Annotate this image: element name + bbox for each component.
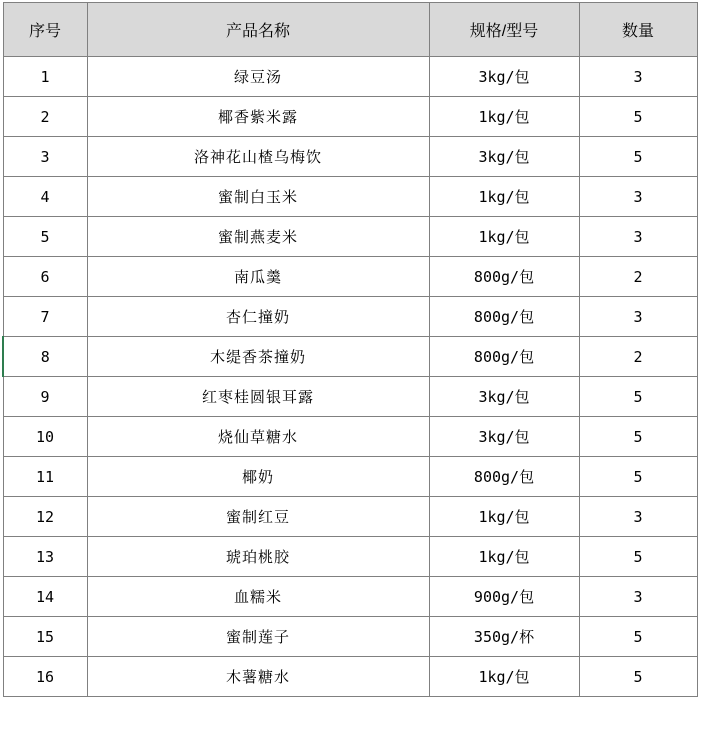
table-row[interactable] <box>3 417 697 457</box>
cell-product-name[interactable]: 烧仙草糖水 <box>87 417 429 457</box>
cell-product-name[interactable]: 蜜制燕麦米 <box>87 217 429 257</box>
table-row[interactable] <box>3 457 697 497</box>
column-header-qty[interactable]: 数量 <box>579 3 697 57</box>
cell-quantity[interactable]: 3 <box>579 577 697 617</box>
cell-spec[interactable]: 1kg/包 <box>429 97 579 137</box>
cell-quantity[interactable]: 3 <box>579 217 697 257</box>
cell-product-name[interactable]: 蜜制红豆 <box>87 497 429 537</box>
cell-product-name[interactable]: 木薯糖水 <box>87 657 429 697</box>
cell-index[interactable]: 11 <box>3 457 87 497</box>
cell-spec[interactable]: 900g/包 <box>429 577 579 617</box>
cell-spec[interactable]: 3kg/包 <box>429 377 579 417</box>
cell-spec[interactable]: 800g/包 <box>429 257 579 297</box>
column-header-spec[interactable]: 规格/型号 <box>429 3 579 57</box>
cell-quantity[interactable]: 3 <box>579 57 697 97</box>
cell-product-name[interactable]: 杏仁撞奶 <box>87 297 429 337</box>
cell-spec[interactable]: 800g/包 <box>429 297 579 337</box>
cell-spec[interactable]: 1kg/包 <box>429 497 579 537</box>
cell-index[interactable]: 12 <box>3 497 87 537</box>
cell-spec[interactable]: 3kg/包 <box>429 137 579 177</box>
cell-quantity[interactable]: 3 <box>579 297 697 337</box>
table-row[interactable] <box>3 657 697 697</box>
table-row[interactable] <box>3 137 697 177</box>
cell-quantity[interactable]: 5 <box>579 537 697 577</box>
cell-quantity[interactable]: 5 <box>579 377 697 417</box>
cell-product-name[interactable]: 椰奶 <box>87 457 429 497</box>
cell-quantity[interactable]: 5 <box>579 617 697 657</box>
column-header-index[interactable]: 序号 <box>3 3 87 57</box>
cell-quantity[interactable]: 5 <box>579 97 697 137</box>
cell-quantity[interactable]: 5 <box>579 137 697 177</box>
cell-spec[interactable]: 1kg/包 <box>429 177 579 217</box>
table-header-row <box>3 3 697 57</box>
cell-spec[interactable]: 3kg/包 <box>429 57 579 97</box>
cell-product-name[interactable]: 琥珀桃胶 <box>87 537 429 577</box>
cell-spec[interactable]: 1kg/包 <box>429 537 579 577</box>
cell-index[interactable]: 16 <box>3 657 87 697</box>
table-row[interactable] <box>3 97 697 137</box>
cell-index[interactable]: 4 <box>3 177 87 217</box>
product-table <box>2 2 698 697</box>
cell-index[interactable]: 14 <box>3 577 87 617</box>
cell-quantity[interactable]: 5 <box>579 417 697 457</box>
column-header-name[interactable]: 产品名称 <box>87 3 429 57</box>
table-row[interactable] <box>3 177 697 217</box>
cell-product-name[interactable]: 蜜制白玉米 <box>87 177 429 217</box>
cell-spec[interactable]: 800g/包 <box>429 337 579 377</box>
table-row[interactable] <box>3 497 697 537</box>
cell-spec[interactable]: 800g/包 <box>429 457 579 497</box>
cell-spec[interactable]: 3kg/包 <box>429 417 579 457</box>
table-row[interactable] <box>3 537 697 577</box>
cell-product-name[interactable]: 洛神花山楂乌梅饮 <box>87 137 429 177</box>
cell-quantity[interactable]: 5 <box>579 657 697 697</box>
table-row[interactable] <box>3 217 697 257</box>
cell-product-name[interactable]: 绿豆汤 <box>87 57 429 97</box>
cell-index[interactable]: 7 <box>3 297 87 337</box>
cell-spec[interactable]: 1kg/包 <box>429 217 579 257</box>
cell-product-name[interactable]: 红枣桂圆银耳露 <box>87 377 429 417</box>
table-row[interactable] <box>3 337 697 377</box>
cell-spec[interactable]: 1kg/包 <box>429 657 579 697</box>
cell-product-name[interactable]: 椰香紫米露 <box>87 97 429 137</box>
cell-index[interactable]: 9 <box>3 377 87 417</box>
cell-index[interactable]: 15 <box>3 617 87 657</box>
cell-product-name[interactable]: 南瓜羹 <box>87 257 429 297</box>
table-row[interactable] <box>3 617 697 657</box>
table-row[interactable] <box>3 297 697 337</box>
cell-index[interactable]: 5 <box>3 217 87 257</box>
cell-product-name[interactable]: 蜜制莲子 <box>87 617 429 657</box>
cell-index[interactable]: 8 <box>3 337 87 377</box>
table-row[interactable] <box>3 577 697 617</box>
cell-index[interactable]: 2 <box>3 97 87 137</box>
table-header <box>3 3 697 57</box>
table-row[interactable] <box>3 377 697 417</box>
table-row[interactable] <box>3 57 697 97</box>
cell-index[interactable]: 6 <box>3 257 87 297</box>
cell-quantity[interactable]: 2 <box>579 337 697 377</box>
cell-index[interactable]: 1 <box>3 57 87 97</box>
table-body <box>3 57 697 697</box>
cell-index[interactable]: 13 <box>3 537 87 577</box>
cell-product-name[interactable]: 木缇香茶撞奶 <box>87 337 429 377</box>
cell-quantity[interactable]: 3 <box>579 497 697 537</box>
cell-product-name[interactable]: 血糯米 <box>87 577 429 617</box>
cell-spec[interactable]: 350g/杯 <box>429 617 579 657</box>
cell-quantity[interactable]: 2 <box>579 257 697 297</box>
table-row[interactable] <box>3 257 697 297</box>
cell-quantity[interactable]: 5 <box>579 457 697 497</box>
cell-quantity[interactable]: 3 <box>579 177 697 217</box>
cell-index[interactable]: 3 <box>3 137 87 177</box>
cell-index[interactable]: 10 <box>3 417 87 457</box>
